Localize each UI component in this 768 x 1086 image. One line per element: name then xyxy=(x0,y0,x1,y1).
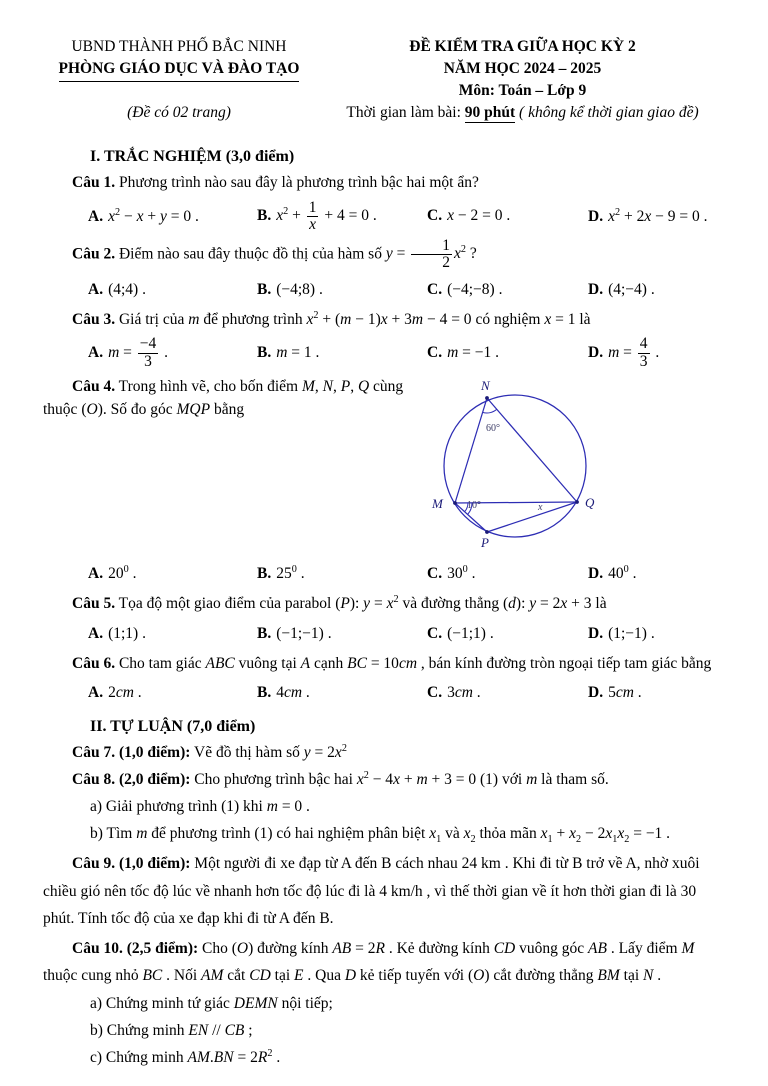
question-4-options-D-letter: D. xyxy=(588,565,604,583)
question-10-text-11: thuộc cung nhỏ xyxy=(43,966,143,984)
question-6-options-D xyxy=(588,684,730,702)
question-10a-math-1: DEMN xyxy=(233,995,278,1013)
question-10-label: Câu 10. (2,5 điểm): xyxy=(72,939,199,957)
question-10-math-18: E xyxy=(294,966,304,984)
question-6-options-A-letter: A. xyxy=(88,684,104,702)
question-5-text-3: và đường thẳng xyxy=(398,595,503,612)
issuer-line-2 xyxy=(43,58,315,82)
question-3-text-1: Giá trị của xyxy=(115,310,189,328)
question-6-options-A xyxy=(88,684,257,702)
question-5-label: Câu 5. xyxy=(72,595,116,612)
question-4-options-A-letter: A. xyxy=(88,565,104,583)
question-5-math-4: (d): y = 2x + 3 xyxy=(502,595,592,612)
question-4-options-A-value: $20^0$ . xyxy=(108,564,137,583)
question-8b-math-7: $x_1 + x_2 - 2x_1x_2 = -1$ . xyxy=(540,824,671,845)
question-3-options-B-letter: B. xyxy=(257,344,272,362)
question-3 xyxy=(43,308,730,332)
question-7-math-2: $y = 2x^2$ xyxy=(303,743,347,762)
question-1 xyxy=(43,171,730,195)
question-8 xyxy=(43,768,730,792)
question-8-label: Câu 8. (2,0 điểm): xyxy=(72,770,191,788)
question-3-options-D-value: m = $\frac{4}{3}$ . xyxy=(608,335,660,370)
duration-value: 90 phút xyxy=(464,104,516,121)
question-10-math-4: AB = 2R xyxy=(332,939,385,957)
question-5 xyxy=(43,592,730,616)
question-2-math-2: y = $\frac{1}{2}$ $x^2$ ? xyxy=(385,237,477,272)
question-10-text-25: tại xyxy=(619,966,644,984)
question-1-options-C-letter: C. xyxy=(427,207,443,225)
question-4-math-4: (O). xyxy=(81,401,107,419)
question-1-options-C xyxy=(427,207,588,225)
question-8b-text-6: thỏa mãn xyxy=(475,824,541,842)
question-10-math-24: BM xyxy=(597,966,620,984)
question-6 xyxy=(43,652,730,676)
question-4-options-C-letter: C. xyxy=(427,565,443,583)
question-10c-text-2: . xyxy=(272,1049,281,1067)
question-2-options-C-letter: C. xyxy=(427,280,443,298)
question-3-options-B xyxy=(257,344,427,362)
question-10-text-17: tại xyxy=(270,966,295,984)
question-3-options-C-value: m = −1 . xyxy=(447,344,500,362)
question-10b-text-0: b) Chứng minh xyxy=(90,1022,189,1040)
question-3-label: Câu 3. xyxy=(72,310,116,328)
question-9-text-1: Một người đi xe đạp từ A đến B cách nhau 24 km . Khi đi từ B trở về A, nhờ xuôi chiều gió nên tốc độ lúc về nhanh hơn tốc độ lúc đi là 4 km/h , vì thế thời gian về ít hơn thời gian đi là 30 phút. Tính tốc độ của xe đạp khi đi từ A đến B. xyxy=(43,855,700,927)
question-8a-text-0: a) Giải phương trình (1) khi xyxy=(90,797,267,815)
question-6-math-6: BC = 10cm xyxy=(347,654,418,672)
question-2-options-A-value: (4;4) . xyxy=(108,280,146,298)
duration-suffix: ( không kể thời gian giao đề) xyxy=(515,104,699,121)
question-4-text-5: Số đo góc xyxy=(106,401,177,419)
question-1-options-D xyxy=(588,207,730,226)
vertex-dot-N xyxy=(485,396,489,400)
question-2-label: Câu 2. xyxy=(72,245,116,263)
question-5-options-C xyxy=(427,625,588,643)
question-2-options-D-value: (4;−4) . xyxy=(608,280,655,298)
question-10-text-3: đường kính xyxy=(253,939,333,957)
question-5-options-C-letter: C. xyxy=(427,624,443,642)
question-2-text-1: Điểm nào sau đây thuộc đồ thị của hàm số xyxy=(115,245,386,263)
question-6-options-B xyxy=(257,684,427,702)
question-6-text-5: cạnh xyxy=(310,654,348,672)
question-10b-math-1: EN // CB xyxy=(188,1022,245,1040)
fraction: $\frac{-4}{3}$ xyxy=(139,335,157,370)
question-10-math-14: AM xyxy=(201,966,224,984)
question-7 xyxy=(43,741,730,765)
question-10a-text-0: a) Chứng minh tứ giác xyxy=(90,995,234,1013)
question-6-options-C-value: 3cm . xyxy=(447,684,481,702)
question-10-math-26: N xyxy=(643,966,654,984)
question-3-options-C-letter: C. xyxy=(427,344,443,362)
question-8-math-2: $x^2 - 4x + m + 3 = 0$ xyxy=(356,769,477,788)
angle-value-Q: x xyxy=(538,501,543,513)
question-1-label: Câu 1. xyxy=(72,174,116,191)
chord-MN xyxy=(455,398,487,503)
fraction: $\frac{1}{2}$ xyxy=(411,238,452,272)
question-10-text-23: cắt đường thẳng xyxy=(489,966,598,984)
question-5-text-1: Tọa độ một giao điểm của parabol xyxy=(115,595,336,612)
question-2-options-B-letter: B. xyxy=(257,280,272,298)
question-4-options-D xyxy=(588,564,730,583)
question-10-math-12: BC xyxy=(142,966,163,984)
circle-figure xyxy=(430,377,658,557)
question-3-options-A xyxy=(88,336,257,370)
label-M: M xyxy=(432,495,443,511)
question-5-options-B-letter: B. xyxy=(257,624,272,642)
question-5-options-C-value: (−1;1) . xyxy=(447,624,494,642)
header-left xyxy=(43,36,315,124)
question-10-text-5: . Kẻ đường kính xyxy=(384,939,494,957)
question-6-text-7: , bán kính đường tròn ngoại tiếp tam giác bằng xyxy=(417,654,712,672)
question-4-options-B xyxy=(257,564,427,583)
question-8b-math-5: $x_2$ xyxy=(463,824,476,845)
question-1-options-A-letter: A. xyxy=(88,207,104,225)
question-2-options-B xyxy=(257,281,427,299)
question-4-options-D-value: $40^0$ . xyxy=(608,564,637,583)
question-8a xyxy=(43,795,730,819)
question-7-text-1: Vẽ đồ thị hàm số xyxy=(190,744,304,762)
question-3-options xyxy=(43,336,730,370)
question-6-label: Câu 6. xyxy=(72,654,116,672)
question-4-options-C-value: $30^0$ . xyxy=(447,564,476,583)
question-10-text-27: . xyxy=(653,966,662,984)
question-4-math-6: MQP xyxy=(176,401,211,419)
question-9-label: Câu 9. (1,0 điểm): xyxy=(72,855,191,873)
question-5-options-A xyxy=(88,625,257,643)
question-5-options-A-value: (1;1) . xyxy=(108,624,146,642)
question-8b-text-0: b) Tìm xyxy=(90,824,137,842)
question-2-options-A xyxy=(88,281,257,299)
question-1-options-A-value: $x^2 - x + y = 0$ . xyxy=(108,206,199,225)
question-8-math-4: m xyxy=(526,770,538,788)
question-6-text-3: vuông tại xyxy=(234,654,301,672)
question-3-text-3: để phương trình xyxy=(199,310,307,328)
section-2-heading xyxy=(43,718,730,736)
section-1-heading xyxy=(43,148,730,166)
question-1-options-A xyxy=(88,207,257,226)
question-10-text-7: vuông góc xyxy=(515,939,589,957)
question-6-options-A-value: 2cm . xyxy=(108,684,142,702)
question-3-math-4: $x^2 + (m - 1)x + 3m - 4 = 0$ xyxy=(306,309,472,328)
question-8b-text-4: và xyxy=(441,824,464,842)
question-3-options-D xyxy=(588,336,730,370)
question-8-text-3: (1) với xyxy=(476,770,527,788)
question-10b xyxy=(43,1019,730,1043)
question-8b xyxy=(43,822,730,848)
question-8b-math-3: $x_1$ xyxy=(429,824,442,845)
question-1-options-D-value: $x^2 + 2x - 9 = 0$ . xyxy=(608,206,708,225)
question-4-options-B-value: $25^0$ . xyxy=(276,564,305,583)
question-6-options-D-letter: D. xyxy=(588,684,604,702)
question-4-options xyxy=(43,561,730,587)
question-3-options-A-letter: A. xyxy=(88,343,104,361)
question-10-math-8: AB xyxy=(588,939,607,957)
question-6-math-2: ABC xyxy=(205,654,235,672)
vertex-dot-M xyxy=(453,501,457,505)
question-5-math-2: (P): $y = x^2$ xyxy=(335,593,399,612)
question-2-options-D-letter: D. xyxy=(588,280,604,298)
exam-body xyxy=(43,148,730,1070)
question-10c-math-1: $AM.BN = 2R^2$ xyxy=(187,1048,273,1067)
question-10-math-22: (O) xyxy=(467,966,490,984)
question-4-options-C xyxy=(427,564,588,583)
question-10-math-16: CD xyxy=(249,966,271,984)
question-10-text-9: . Lấy điểm xyxy=(606,939,682,957)
question-4-math-2: M, N, P, Q xyxy=(301,377,370,395)
question-5-options-B-value: (−1;−1) . xyxy=(276,624,332,642)
question-8b-math-1: m xyxy=(136,824,148,842)
question-10-text-19: . Qua xyxy=(303,966,345,984)
question-5-options-A-letter: A. xyxy=(88,624,104,642)
question-1-options-B-letter: B. xyxy=(257,206,272,224)
question-3-options-A-value: m = $\frac{-4}{3}$ . xyxy=(108,335,169,370)
question-3-math-6: x = 1 xyxy=(544,310,576,328)
angle-value-N: 60° xyxy=(486,422,500,434)
question-8-text-5: là tham số. xyxy=(537,770,609,788)
question-10 xyxy=(43,935,730,989)
header-right xyxy=(315,36,730,124)
issuer-line-1: UBND THÀNH PHỐ BẮC NINH xyxy=(71,38,287,55)
question-3-text-5: có nghiệm xyxy=(471,310,545,328)
question-10a-text-2: nội tiếp; xyxy=(277,995,333,1013)
question-10-text-1: Cho xyxy=(198,939,232,957)
question-4-options-B-letter: B. xyxy=(257,565,272,583)
question-4 xyxy=(43,375,441,422)
exam-title: ĐỀ KIỂM TRA GIỮA HỌC KỲ 2 xyxy=(409,38,636,55)
question-10-text-15: cắt xyxy=(223,966,250,984)
question-10-math-6: CD xyxy=(493,939,516,957)
question-10-math-20: D xyxy=(344,966,357,984)
document-header xyxy=(43,36,730,124)
duration-line xyxy=(315,102,730,124)
question-1-options-D-letter: D. xyxy=(588,207,604,225)
question-3-options-D-letter: D. xyxy=(588,343,604,361)
angle-arc-N xyxy=(483,409,497,413)
question-10c xyxy=(43,1046,730,1070)
angle-value-M: 10° xyxy=(467,499,481,511)
question-6-options-B-value: 4cm . xyxy=(276,684,310,702)
pages-note: (Đề có 02 trang) xyxy=(127,104,231,121)
question-1-options-B xyxy=(257,200,427,234)
question-6-text-1: Cho tam giác xyxy=(115,654,206,672)
question-8-text-1: Cho phương trình bậc hai xyxy=(190,770,357,788)
fraction: $\frac{4}{3}$ xyxy=(639,335,648,370)
question-8a-math-1: m = 0 . xyxy=(266,797,310,815)
school-year: NĂM HỌC 2024 – 2025 xyxy=(443,60,602,77)
question-3-text-7: là xyxy=(575,310,591,328)
question-2-options-C-value: (−4;−8) . xyxy=(447,280,503,298)
question-3-options-B-value: m = 1 . xyxy=(276,344,320,362)
question-5-options-D xyxy=(588,625,730,643)
question-6-options-C-letter: C. xyxy=(427,684,443,702)
question-4-text-1: Trong hình vẽ, cho bốn điểm xyxy=(115,377,302,395)
question-6-options-C xyxy=(427,684,588,702)
question-9 xyxy=(43,850,730,931)
question-4-options-A xyxy=(88,564,257,583)
question-7-label: Câu 7. (1,0 điểm): xyxy=(72,744,191,762)
question-2-options-A-letter: A. xyxy=(88,280,104,298)
question-4-block xyxy=(43,375,730,556)
duration-prefix: Thời gian làm bài: xyxy=(346,104,465,121)
issuer-line-2-text: PHÒNG GIÁO DỤC VÀ ĐÀO TẠO xyxy=(59,58,300,82)
question-6-math-4: A xyxy=(300,654,311,672)
label-N: N xyxy=(481,377,490,393)
question-4-text-7: bằng xyxy=(210,401,245,419)
question-10c-text-0: c) Chứng minh xyxy=(90,1049,188,1067)
circle-O xyxy=(444,395,586,537)
question-2-options-D xyxy=(588,281,730,299)
question-1-options-B-value: $x^2$ + $\frac{1}{x}$ + 4 = 0 . xyxy=(276,198,377,233)
question-10b-text-2: ; xyxy=(244,1022,253,1040)
subject-grade: Môn: Toán – Lớp 9 xyxy=(458,82,587,99)
question-1-text-1: Phương trình nào sau đây là phương trình bậc hai một ẩn? xyxy=(115,174,479,191)
fraction: $\frac{1}{x}$ xyxy=(308,198,317,233)
question-4-text-3: cùng thuộc xyxy=(43,377,404,419)
section-2-heading-label: II. TỰ LUẬN (7,0 điểm) xyxy=(90,718,256,736)
question-2 xyxy=(43,238,730,272)
question-10-math-2: (O) xyxy=(231,939,254,957)
question-6-options-D-value: 5cm . xyxy=(608,684,642,702)
question-10-text-21: kẻ tiếp tuyến với xyxy=(356,966,468,984)
question-2-options-B-value: (−4;8) . xyxy=(276,280,323,298)
question-6-options xyxy=(43,680,730,706)
question-8b-text-2: để phương trình (1) có hai nghiệm phân biệt xyxy=(147,824,430,842)
question-5-options xyxy=(43,621,730,647)
question-3-math-2: m xyxy=(188,310,200,328)
section-1-heading-label: I. TRẮC NGHIỆM (3,0 điểm) xyxy=(90,148,295,165)
question-1-options-C-value: x − 2 = 0 . xyxy=(447,207,511,225)
question-6-options-B-letter: B. xyxy=(257,684,272,702)
question-10-math-10: M xyxy=(681,939,695,957)
vertex-dot-Q xyxy=(575,500,579,504)
question-10a xyxy=(43,992,730,1016)
question-5-options-D-letter: D. xyxy=(588,624,604,642)
question-2-options-C xyxy=(427,281,588,299)
question-1-options xyxy=(43,200,730,234)
question-5-text-5: là xyxy=(591,595,607,612)
label-Q: Q xyxy=(585,494,595,510)
question-5-options-B xyxy=(257,625,427,643)
vertex-dot-P xyxy=(485,530,489,534)
question-5-options-D-value: (1;−1) . xyxy=(608,624,655,642)
label-P: P xyxy=(481,534,489,550)
question-3-options-C xyxy=(427,344,588,362)
question-2-options xyxy=(43,277,730,303)
question-10-text-13: . Nối xyxy=(162,966,202,984)
question-4-label: Câu 4. xyxy=(72,377,116,395)
